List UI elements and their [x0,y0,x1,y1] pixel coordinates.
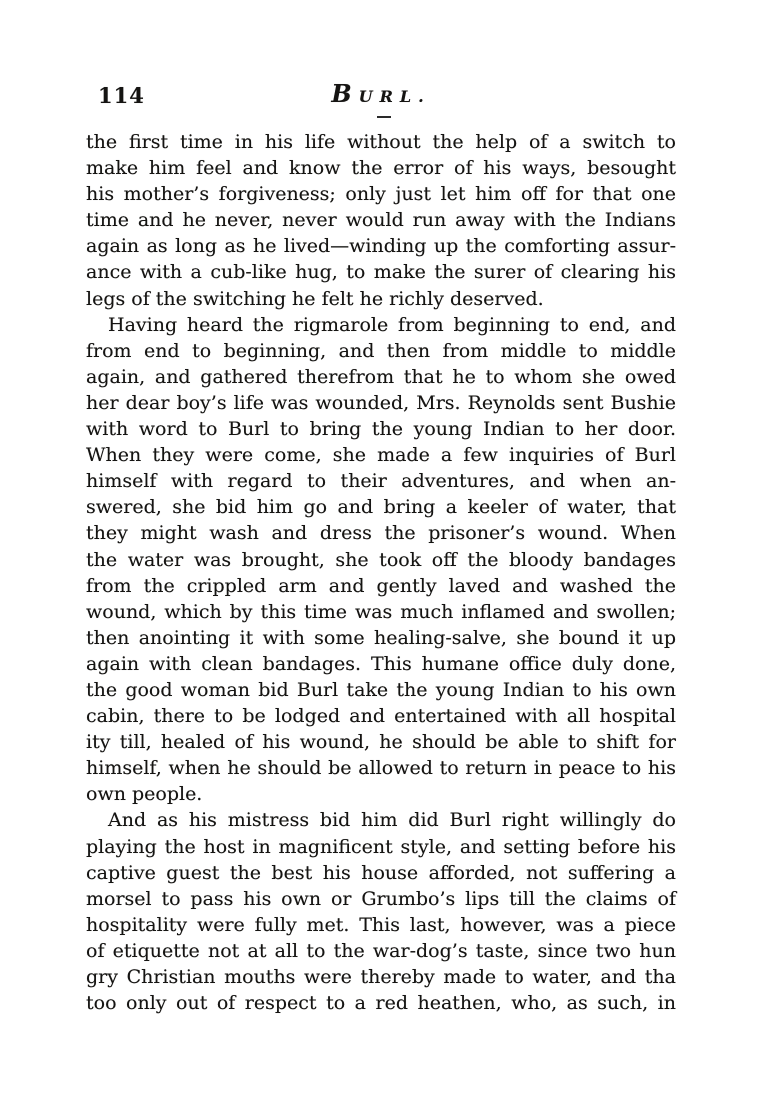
text-line: her dear boy’s life was wounded, Mrs. Reynolds sent Bushie [86,391,676,414]
text-line: ity till, healed of his wound, he should be able to shift for [86,731,676,754]
paragraph-1 [86,129,676,312]
text-line: then anointing it with some healing-salve, she bound it up [86,626,676,649]
text-line: from the crippled arm and gently laved and washed the [86,574,676,597]
text-line: hospitality were fully met. This last, however, was a piece [86,913,676,936]
text-line: the good woman bid Burl take the young Indian to his own [86,678,676,701]
text-line: again with clean bandages. This humane office duly done, [86,652,676,675]
paragraph-3 [86,807,676,1016]
text-line: legs of the switching he felt he richly deserved. [86,287,544,310]
text-line: playing the host in magnificent style, and setting before his [86,835,676,858]
text-line: When they were come, she made a few inquiries of Burl [86,444,676,467]
text-block [86,129,676,1016]
text-line: the first time in his life without the help of a switch to [86,131,676,153]
text-line: morsel to pass his own or Grumbo’s lips till the claims of [86,887,676,910]
text-line: make him feel and know the error of his ways, besought [86,157,676,180]
text-line: wound, which by this time was much inflamed and swollen; [86,600,676,623]
running-title [86,79,676,108]
text-line: time and he never, never would run away with the Indians [86,209,676,232]
text-line: with word to Burl to bring the young Indian to her door. [86,418,676,441]
title-divider-rule [377,116,391,118]
text-line: Having heard the rigmarole from beginning to end, and [108,313,676,336]
text-line: ance with a cub-like hug, to make the surer of clearing his [86,261,676,284]
text-line: himself with regard to their adventures, and when an- [86,470,676,493]
text-line: gry Christian mouths were thereby made to water, and tha [86,966,676,988]
paragraph-2 [86,312,676,808]
text-line: too only out of respect to a red heathen, who, as such, in [86,992,676,1015]
text-line: of etiquette not at all to the war-dog’s taste, since two hun [86,939,676,962]
text-line: from end to beginning, and then from middle to middle [86,339,676,362]
text-line: his mother’s forgiveness; only just let him off for that one [86,183,676,206]
text-line: again, and gathered therefrom that he to whom she owed [86,365,676,388]
text-line: And as his mistress bid him did Burl right willingly do [108,809,676,832]
running-title-rest: URL. [358,87,431,106]
text-line: cabin, there to be lodged and entertained with all hospital [86,705,676,728]
text-line: own people. [86,783,203,806]
text-line: himself, when he should be allowed to return in peace to his [86,757,676,780]
text-line: again as long as he lived—winding up the comforting assur- [86,235,676,258]
page-number: 114 [98,83,145,108]
text-line: the water was brought, she took off the bloody bandages [86,548,676,571]
text-line: swered, she bid him go and bring a keeler of water, that [86,496,676,519]
text-line: captive guest the best his house afforded, not suffering a [86,861,676,884]
running-title-initial: B [331,79,359,108]
text-line: they might wash and dress the prisoner’s wound. When [86,522,676,545]
